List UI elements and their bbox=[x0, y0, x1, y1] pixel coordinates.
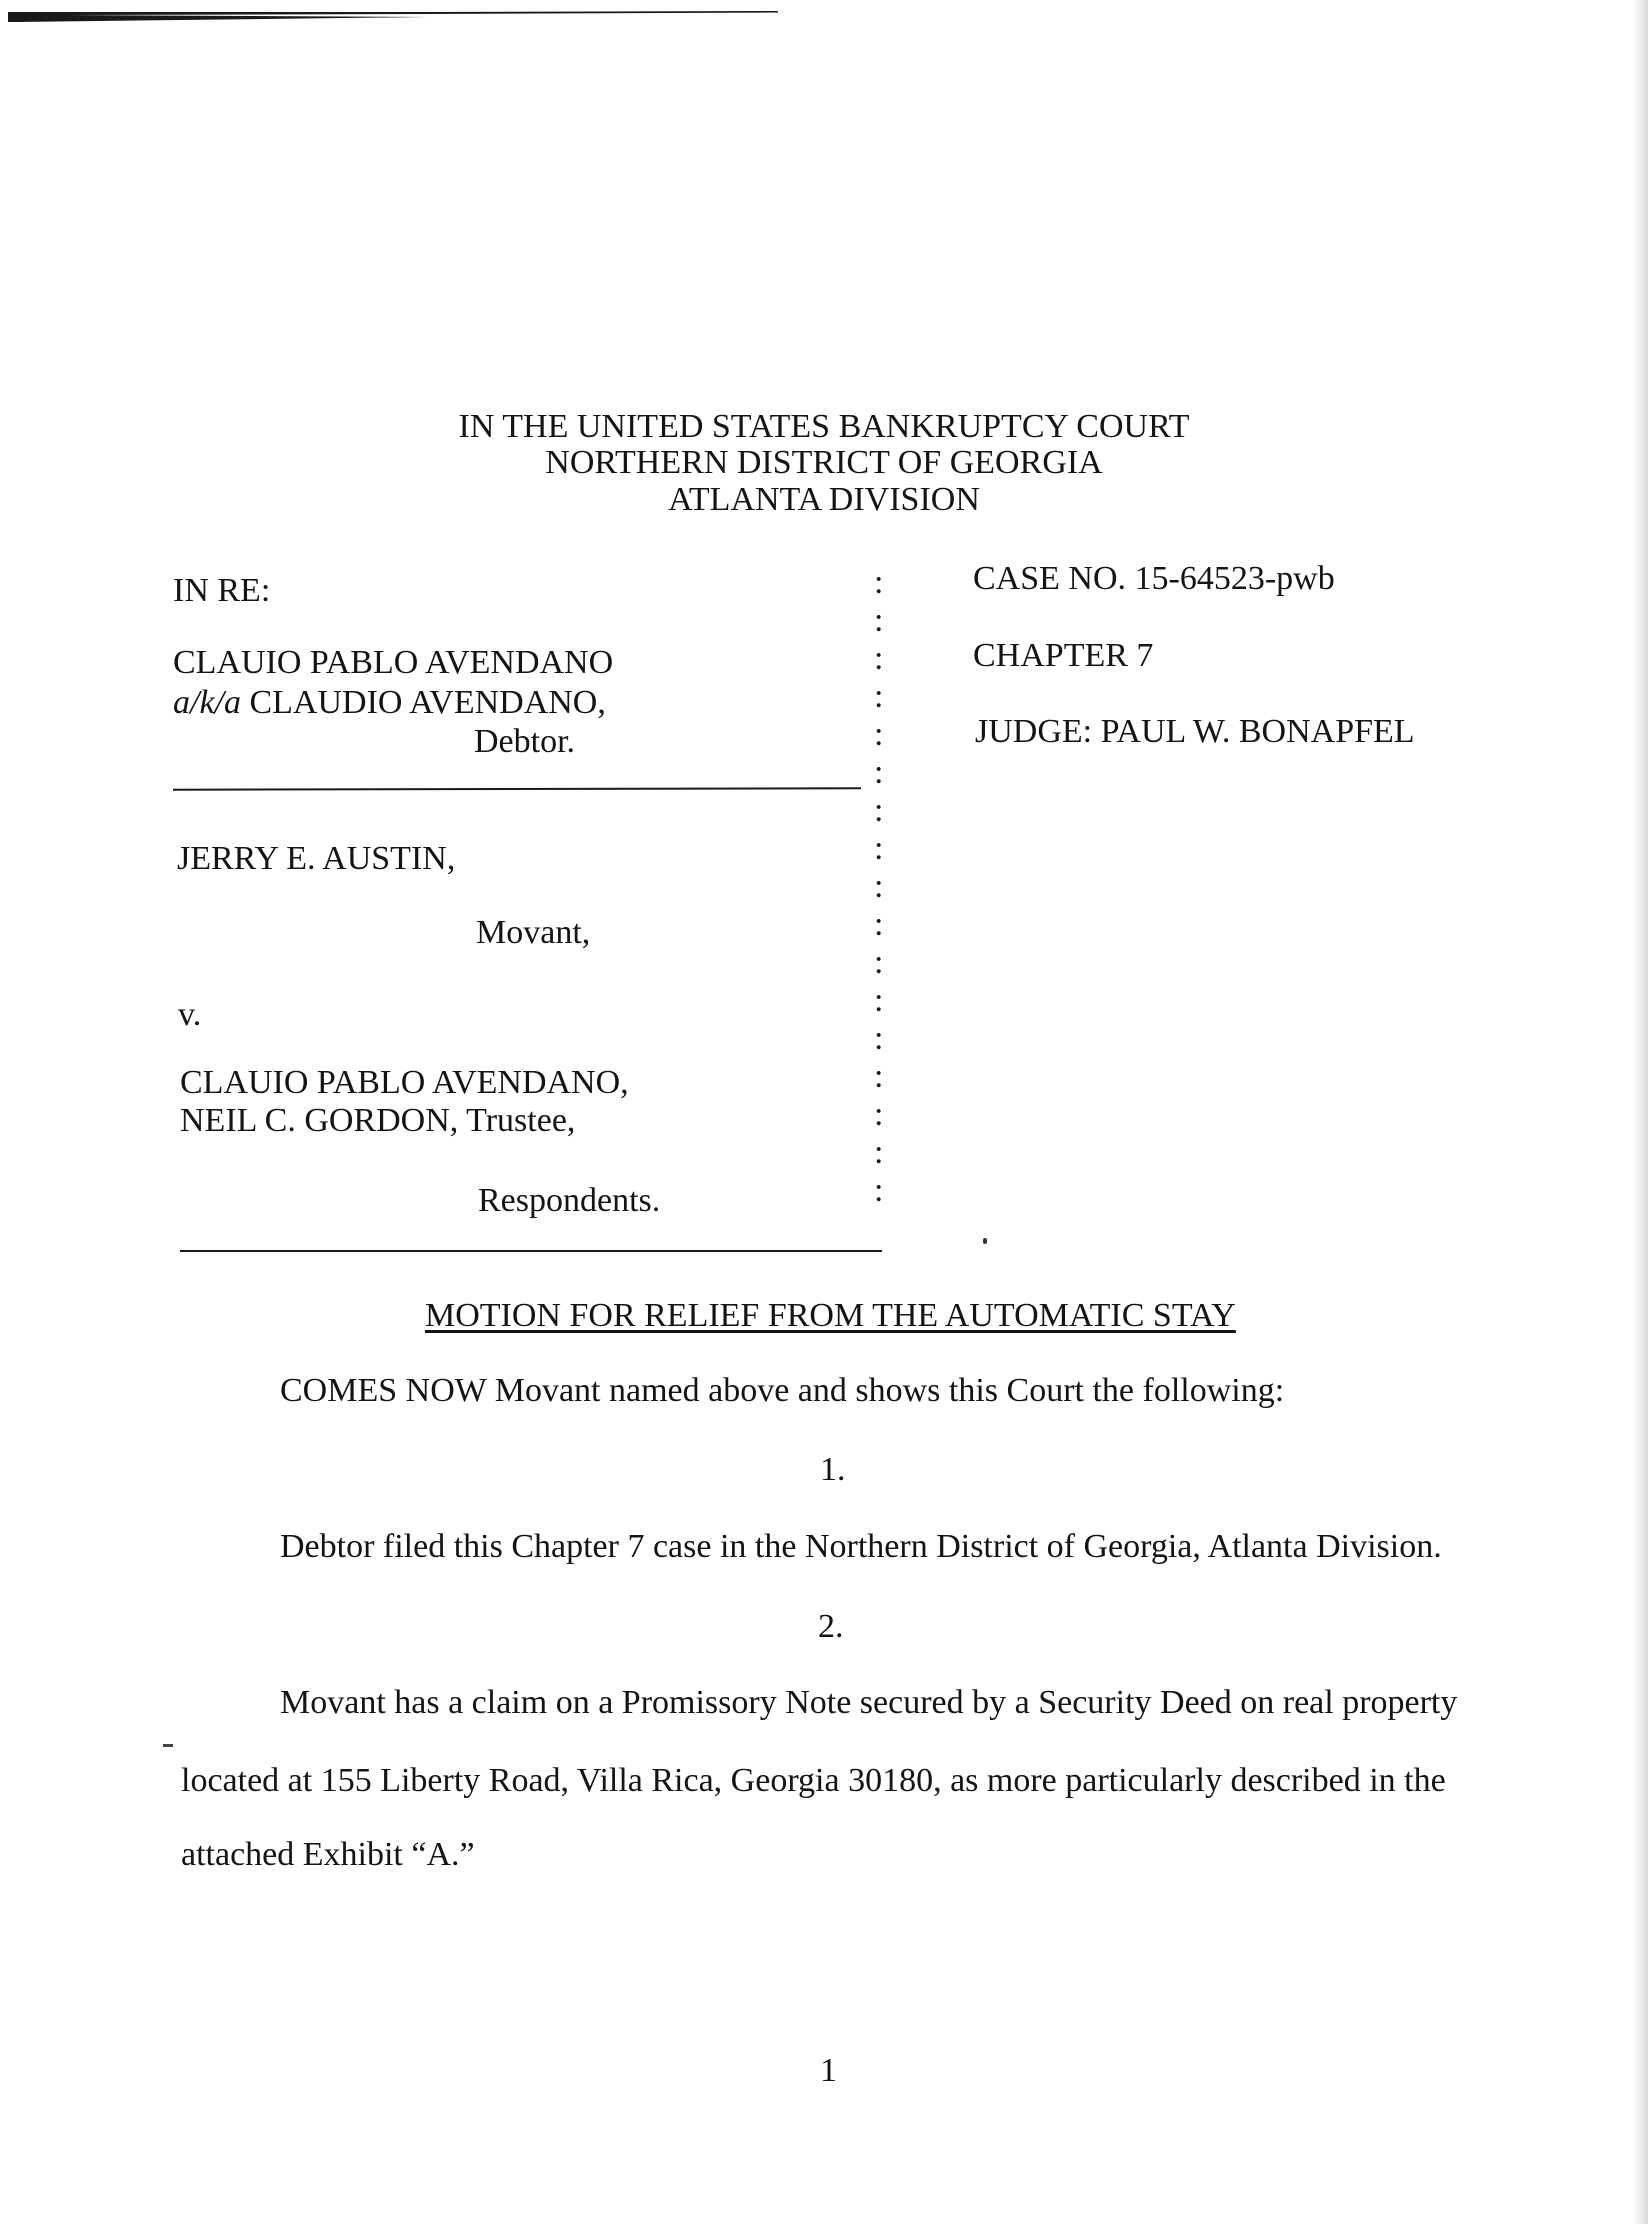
case-number: CASE NO. 15-64523-pwb bbox=[973, 560, 1335, 597]
chapter: CHAPTER 7 bbox=[973, 637, 1154, 674]
aka-prefix: a/k/a bbox=[173, 684, 241, 721]
caption-separator: : bbox=[874, 678, 884, 715]
scan-speck bbox=[983, 1238, 987, 1244]
court-division: ATLANTA DIVISION bbox=[668, 481, 980, 518]
caption-divider-upper bbox=[173, 787, 861, 790]
scan-artifact-top-bar bbox=[8, 10, 778, 24]
caption-separator: : bbox=[874, 564, 884, 601]
caption-separator: : bbox=[874, 944, 884, 981]
respondents-label: Respondents. bbox=[478, 1182, 661, 1219]
caption-separator: : bbox=[874, 1172, 884, 1209]
movant-label: Movant, bbox=[476, 914, 591, 951]
debtor-label: Debtor. bbox=[474, 723, 576, 760]
judge: JUDGE: PAUL W. BONAPFEL bbox=[975, 713, 1415, 750]
paragraph-line: Movant has a claim on a Promissory Note secured by a Security Deed on real property bbox=[280, 1684, 1458, 1721]
caption-separator: : bbox=[874, 640, 884, 677]
in-re-label: IN RE: bbox=[173, 572, 271, 609]
caption-divider-lower bbox=[180, 1250, 882, 1252]
caption-separator: : bbox=[874, 1020, 884, 1057]
versus-label: v. bbox=[178, 996, 202, 1033]
caption-separator: : bbox=[874, 716, 884, 753]
debtor-aka-line bbox=[173, 686, 606, 720]
caption-separator: : bbox=[874, 1058, 884, 1095]
movant-name: JERRY E. AUSTIN, bbox=[177, 840, 456, 877]
respondent-2: NEIL C. GORDON, Trustee, bbox=[180, 1102, 576, 1139]
caption-separator: : bbox=[874, 906, 884, 943]
paragraph-line: attached Exhibit “A.” bbox=[181, 1836, 475, 1873]
caption-separator: : bbox=[874, 982, 884, 1019]
caption-separator: : bbox=[874, 792, 884, 829]
paragraph-number: 1. bbox=[820, 1451, 846, 1488]
court-district: NORTHERN DISTRICT OF GEORGIA bbox=[545, 444, 1103, 481]
scan-artifact-right-edge bbox=[1632, 0, 1648, 2224]
debtor-name: CLAUIO PABLO AVENDANO bbox=[173, 644, 614, 681]
motion-intro: COMES NOW Movant named above and shows this Court the following: bbox=[280, 1372, 1285, 1409]
court-name: IN THE UNITED STATES BANKRUPTCY COURT bbox=[458, 408, 1190, 445]
caption-separator: : bbox=[874, 1096, 884, 1133]
aka-name: CLAUDIO AVENDANO, bbox=[249, 684, 606, 721]
caption-separator: : bbox=[874, 754, 884, 791]
paragraph-line: located at 155 Liberty Road, Villa Rica, Georgia 30180, as more particularly described in the bbox=[181, 1762, 1446, 1799]
caption-separator: : bbox=[874, 1134, 884, 1171]
respondent-1: CLAUIO PABLO AVENDANO, bbox=[180, 1064, 629, 1101]
paragraph-line: Debtor filed this Chapter 7 case in the Northern District of Georgia, Atlanta Division. bbox=[280, 1528, 1442, 1565]
caption-separator: : bbox=[874, 868, 884, 905]
caption-separator: : bbox=[874, 602, 884, 639]
paragraph-number: 2. bbox=[818, 1608, 844, 1645]
caption-separator: : bbox=[874, 830, 884, 867]
page-number: 1 bbox=[820, 2052, 837, 2089]
scan-speck bbox=[163, 1744, 173, 1747]
motion-title: MOTION FOR RELIEF FROM THE AUTOMATIC STAY bbox=[425, 1297, 1236, 1334]
